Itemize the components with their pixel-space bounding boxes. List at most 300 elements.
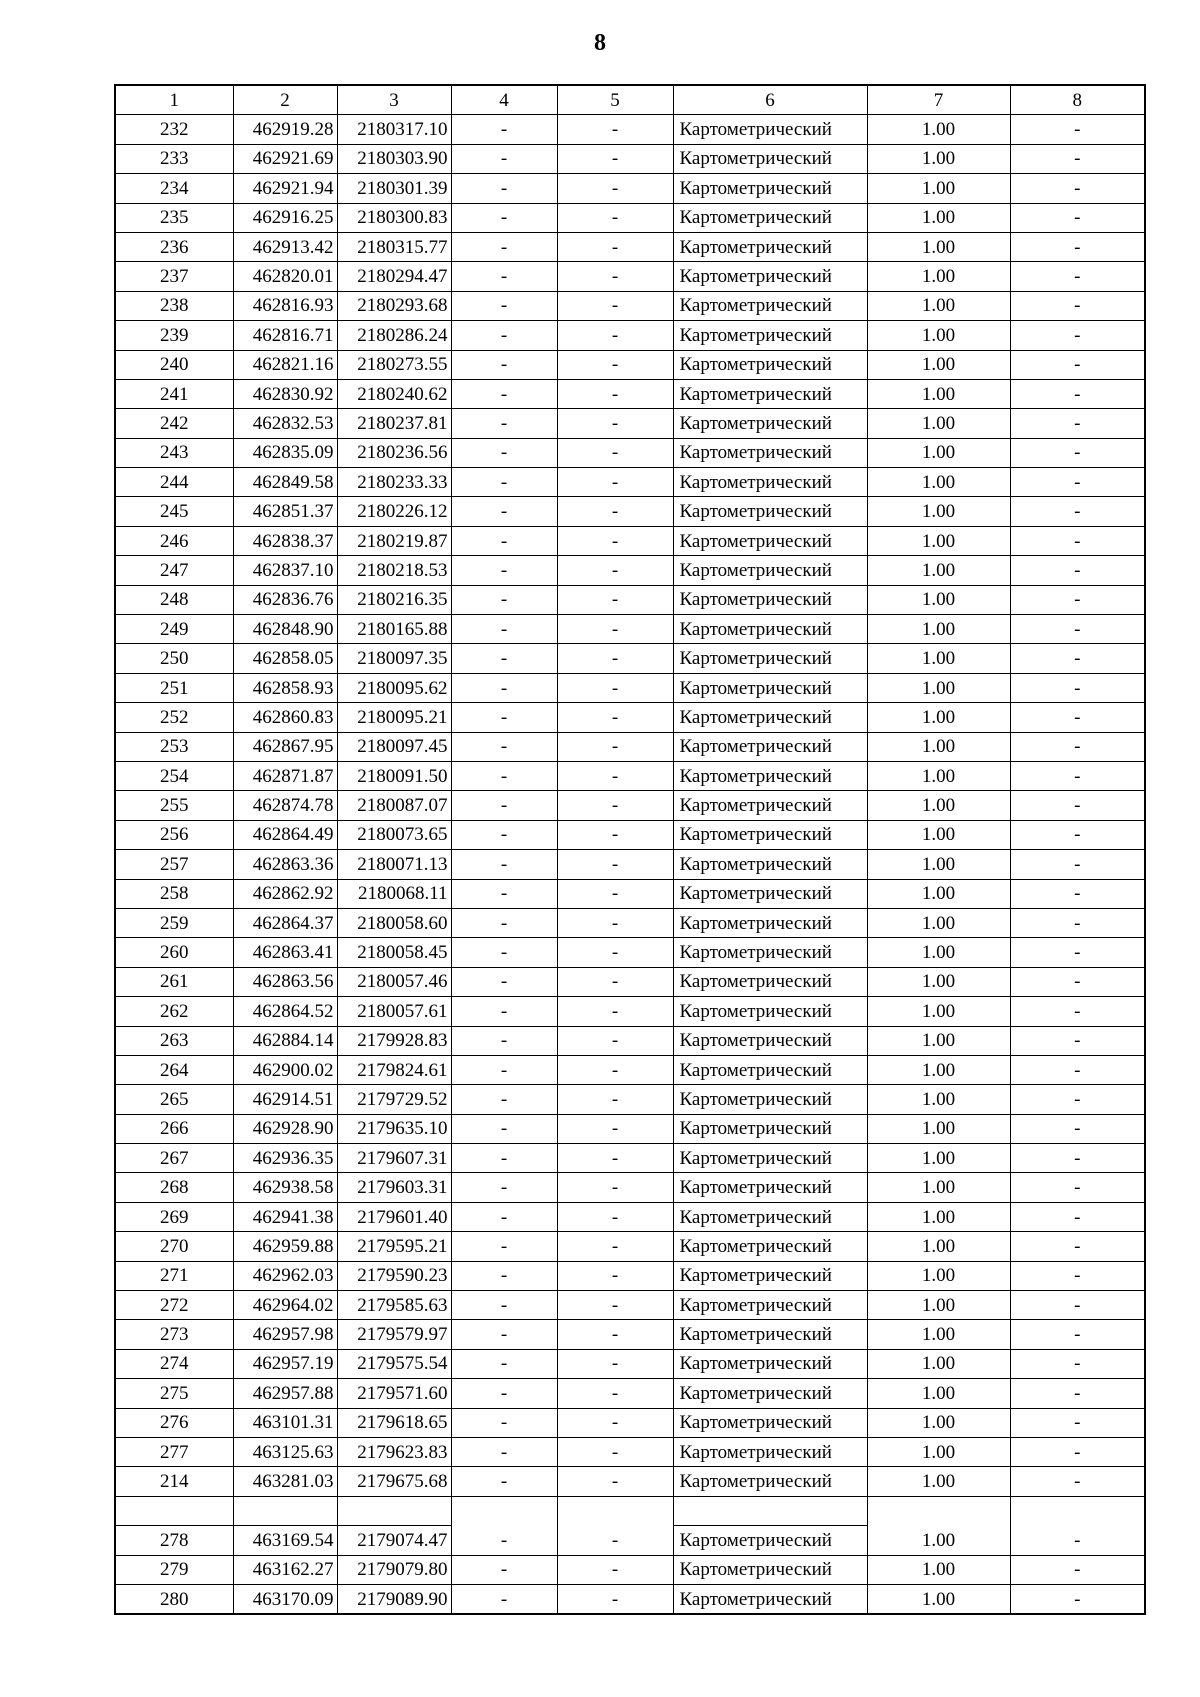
cell-x-coordinate: 462867.95 (233, 732, 337, 761)
cell-point-number: 236 (115, 232, 233, 261)
cell-col-5: - (557, 1437, 673, 1466)
cell-method: Картометрический (673, 1026, 867, 1055)
cell-y-coordinate: 2180095.62 (337, 673, 451, 702)
cell-x-coordinate: 463125.63 (233, 1437, 337, 1466)
cell-col-5: - (557, 997, 673, 1026)
cell-y-coordinate: 2179590.23 (337, 1261, 451, 1290)
cell-col-8: - (1010, 1467, 1145, 1496)
cell-col-4: - (451, 262, 557, 291)
cell-col-8: - (1010, 203, 1145, 232)
cell-col-4: - (451, 732, 557, 761)
cell-point-number: 273 (115, 1320, 233, 1349)
table-row (115, 1437, 1145, 1466)
table-row (115, 997, 1145, 1026)
cell-method: Картометрический (673, 850, 867, 879)
cell-accuracy: 1.00 (867, 997, 1010, 1026)
cell-col-5: - (557, 321, 673, 350)
cell-method: Картометрический (673, 1408, 867, 1437)
cell-method (673, 1496, 867, 1525)
cell-col-5: - (557, 732, 673, 761)
cell-col-8: - (1010, 938, 1145, 967)
cell-x-coordinate: 462864.49 (233, 820, 337, 849)
cell-x-coordinate: 462959.88 (233, 1232, 337, 1261)
cell-x-coordinate: 462914.51 (233, 1085, 337, 1114)
cell-method: Картометрический (673, 1349, 867, 1378)
cell-col-4: - (451, 1232, 557, 1261)
cell-method: Картометрический (673, 232, 867, 261)
cell-col-4: - (451, 144, 557, 173)
cell-y-coordinate: 2179729.52 (337, 1085, 451, 1114)
cell-col-8: - (1010, 468, 1145, 497)
cell-accuracy: 1.00 (867, 1114, 1010, 1143)
cell-col-5: - (557, 1379, 673, 1408)
cell-col-8: - (1010, 585, 1145, 614)
cell-method: Картометрический (673, 1202, 867, 1231)
cell-col-4: - (451, 673, 557, 702)
cell-col-5: - (557, 438, 673, 467)
cell-col-5: - (557, 791, 673, 820)
cell-point-number: 243 (115, 438, 233, 467)
cell-col-5: - (557, 1202, 673, 1231)
cell-col-4: - (451, 1202, 557, 1231)
cell-col-8: - (1010, 556, 1145, 585)
cell-col-4: - (451, 556, 557, 585)
cell-x-coordinate: 462835.09 (233, 438, 337, 467)
cell-method: Картометрический (673, 144, 867, 173)
table-row (115, 732, 1145, 761)
cell-point-number: 264 (115, 1055, 233, 1084)
cell-y-coordinate: 2180303.90 (337, 144, 451, 173)
cell-method: Картометрический (673, 615, 867, 644)
cell-col-5: - (557, 1291, 673, 1320)
table-row (115, 615, 1145, 644)
cell-col-5: - (557, 1467, 673, 1496)
cell-y-coordinate: 2179635.10 (337, 1114, 451, 1143)
column-header-7: 7 (867, 85, 1010, 115)
table-row (115, 409, 1145, 438)
cell-y-coordinate: 2180294.47 (337, 262, 451, 291)
cell-x-coordinate: 463281.03 (233, 1467, 337, 1496)
column-header-4: 4 (451, 85, 557, 115)
cell-col-4: - (451, 703, 557, 732)
cell-col-8: - (1010, 997, 1145, 1026)
cell-col-5: - (557, 879, 673, 908)
cell-col-8: - (1010, 526, 1145, 555)
cell-col-4: - (451, 321, 557, 350)
cell-col-8: - (1010, 409, 1145, 438)
cell-col-5: - (557, 1526, 673, 1555)
cell-col-5: - (557, 115, 673, 144)
table-row (115, 791, 1145, 820)
table-row (115, 1467, 1145, 1496)
cell-col-5: - (557, 526, 673, 555)
cell-accuracy: 1.00 (867, 556, 1010, 585)
table-row (115, 1555, 1145, 1584)
cell-point-number: 235 (115, 203, 233, 232)
cell-method: Картометрический (673, 409, 867, 438)
cell-method: Картометрический (673, 497, 867, 526)
cell-col-4: - (451, 115, 557, 144)
cell-y-coordinate: 2180237.81 (337, 409, 451, 438)
cell-accuracy: 1.00 (867, 938, 1010, 967)
cell-accuracy: 1.00 (867, 526, 1010, 555)
cell-col-5: - (557, 1349, 673, 1378)
column-header-6: 6 (673, 85, 867, 115)
cell-col-5: - (557, 938, 673, 967)
cell-col-4: - (451, 526, 557, 555)
coordinates-table (114, 84, 1146, 1615)
page-number: 8 (594, 30, 606, 56)
cell-y-coordinate: 2179575.54 (337, 1349, 451, 1378)
cell-col-8: - (1010, 1114, 1145, 1143)
cell-point-number: 249 (115, 615, 233, 644)
cell-col-4: - (451, 1437, 557, 1466)
cell-x-coordinate: 462863.36 (233, 850, 337, 879)
cell-col-4: - (451, 967, 557, 996)
cell-col-4: - (451, 585, 557, 614)
cell-col-4: - (451, 1349, 557, 1378)
table-row (115, 1584, 1145, 1614)
cell-accuracy: 1.00 (867, 1320, 1010, 1349)
cell-y-coordinate: 2179579.97 (337, 1320, 451, 1349)
table-row (115, 291, 1145, 320)
cell-x-coordinate: 462921.69 (233, 144, 337, 173)
cell-col-5: - (557, 1555, 673, 1584)
cell-y-coordinate: 2179089.90 (337, 1584, 451, 1614)
cell-accuracy: 1.00 (867, 1085, 1010, 1114)
cell-x-coordinate: 462837.10 (233, 556, 337, 585)
cell-x-coordinate: 462919.28 (233, 115, 337, 144)
cell-col-5: - (557, 1114, 673, 1143)
cell-y-coordinate: 2180216.35 (337, 585, 451, 614)
cell-point-number: 232 (115, 115, 233, 144)
cell-col-8: - (1010, 615, 1145, 644)
cell-x-coordinate: 463162.27 (233, 1555, 337, 1584)
cell-col-5: - (557, 1320, 673, 1349)
cell-method: Картометрический (673, 468, 867, 497)
cell-col-4: - (451, 379, 557, 408)
cell-x-coordinate: 462848.90 (233, 615, 337, 644)
cell-col-5: - (557, 908, 673, 937)
cell-point-number: 262 (115, 997, 233, 1026)
cell-y-coordinate: 2179595.21 (337, 1232, 451, 1261)
cell-col-8: - (1010, 1526, 1145, 1555)
cell-x-coordinate: 462962.03 (233, 1261, 337, 1290)
table-row (115, 644, 1145, 673)
cell-y-coordinate: 2180300.83 (337, 203, 451, 232)
column-header-2: 2 (233, 85, 337, 115)
cell-y-coordinate: 2180286.24 (337, 321, 451, 350)
table-row (115, 761, 1145, 790)
cell-col-5: - (557, 1173, 673, 1202)
table-row (115, 321, 1145, 350)
cell-col-4: - (451, 997, 557, 1026)
cell-col-4: - (451, 1173, 557, 1202)
cell-col-4: - (451, 497, 557, 526)
cell-col-4: - (451, 791, 557, 820)
cell-col-5: - (557, 1584, 673, 1614)
cell-y-coordinate: 2180315.77 (337, 232, 451, 261)
cell-accuracy: 1.00 (867, 291, 1010, 320)
cell-point-number: 258 (115, 879, 233, 908)
cell-col-8: - (1010, 144, 1145, 173)
table-row (115, 1114, 1145, 1143)
cell-y-coordinate: 2180219.87 (337, 526, 451, 555)
cell-x-coordinate: 462964.02 (233, 1291, 337, 1320)
cell-accuracy: 1.00 (867, 732, 1010, 761)
table-row (115, 497, 1145, 526)
cell-point-number: 276 (115, 1408, 233, 1437)
cell-y-coordinate: 2180165.88 (337, 615, 451, 644)
cell-col-5: - (557, 1026, 673, 1055)
table-row (115, 1026, 1145, 1055)
cell-method: Картометрический (673, 1055, 867, 1084)
cell-method: Картометрический (673, 791, 867, 820)
cell-x-coordinate: 462913.42 (233, 232, 337, 261)
cell-col-4: - (451, 468, 557, 497)
cell-x-coordinate: 462858.93 (233, 673, 337, 702)
cell-x-coordinate: 462862.92 (233, 879, 337, 908)
cell-y-coordinate: 2180233.33 (337, 468, 451, 497)
cell-method: Картометрический (673, 1379, 867, 1408)
cell-y-coordinate: 2180097.45 (337, 732, 451, 761)
cell-accuracy: 1.00 (867, 967, 1010, 996)
cell-point-number: 238 (115, 291, 233, 320)
cell-col-5: - (557, 409, 673, 438)
table-body (115, 85, 1145, 1614)
cell-y-coordinate: 2180236.56 (337, 438, 451, 467)
cell-accuracy: 1.00 (867, 321, 1010, 350)
cell-col-8: - (1010, 174, 1145, 203)
cell-point-number: 242 (115, 409, 233, 438)
cell-method: Картометрический (673, 379, 867, 408)
cell-x-coordinate: 462836.76 (233, 585, 337, 614)
cell-method: Картометрический (673, 1144, 867, 1173)
cell-x-coordinate: 462820.01 (233, 262, 337, 291)
cell-point-number: 253 (115, 732, 233, 761)
cell-point-number: 261 (115, 967, 233, 996)
cell-col-5: - (557, 144, 673, 173)
cell-x-coordinate: 462863.56 (233, 967, 337, 996)
table-row (115, 232, 1145, 261)
cell-col-5: - (557, 673, 673, 702)
cell-x-coordinate: 462900.02 (233, 1055, 337, 1084)
cell-y-coordinate: 2179603.31 (337, 1173, 451, 1202)
cell-col-8: - (1010, 967, 1145, 996)
cell-y-coordinate: 2179074.47 (337, 1526, 451, 1555)
table-row (115, 1261, 1145, 1290)
cell-col-5: - (557, 556, 673, 585)
cell-point-number: 259 (115, 908, 233, 937)
cell-y-coordinate: 2179079.80 (337, 1555, 451, 1584)
cell-col-5: - (557, 350, 673, 379)
cell-point-number: 255 (115, 791, 233, 820)
cell-accuracy: 1.00 (867, 1202, 1010, 1231)
cell-col-4: - (451, 1114, 557, 1143)
cell-col-8: - (1010, 703, 1145, 732)
cell-x-coordinate: 462863.41 (233, 938, 337, 967)
cell-accuracy: 1.00 (867, 497, 1010, 526)
cell-method: Картометрический (673, 585, 867, 614)
cell-point-number: 245 (115, 497, 233, 526)
cell-x-coordinate: 463170.09 (233, 1584, 337, 1614)
table-row (115, 556, 1145, 585)
cell-col-4: - (451, 1055, 557, 1084)
cell-point-number: 271 (115, 1261, 233, 1290)
table-row (115, 203, 1145, 232)
cell-accuracy: 1.00 (867, 1526, 1010, 1555)
cell-col-4: - (451, 850, 557, 879)
cell-point-number: 256 (115, 820, 233, 849)
cell-point-number: 244 (115, 468, 233, 497)
cell-y-coordinate: 2180097.35 (337, 644, 451, 673)
cell-accuracy: 1.00 (867, 1379, 1010, 1408)
cell-method: Картометрический (673, 1291, 867, 1320)
cell-col-8: - (1010, 1584, 1145, 1614)
cell-point-number: 250 (115, 644, 233, 673)
cell-col-8: - (1010, 1291, 1145, 1320)
cell-x-coordinate: 462936.35 (233, 1144, 337, 1173)
table-row (115, 438, 1145, 467)
cell-method: Картометрический (673, 1261, 867, 1290)
cell-y-coordinate: 2180218.53 (337, 556, 451, 585)
cell-col-5: - (557, 1144, 673, 1173)
cell-col-5: - (557, 967, 673, 996)
cell-accuracy: 1.00 (867, 379, 1010, 408)
cell-col-4: - (451, 1467, 557, 1496)
cell-col-8: - (1010, 1437, 1145, 1466)
cell-point-number: 247 (115, 556, 233, 585)
cell-method: Картометрический (673, 967, 867, 996)
cell-y-coordinate: 2179601.40 (337, 1202, 451, 1231)
cell-method: Картометрический (673, 997, 867, 1026)
cell-method: Картометрический (673, 820, 867, 849)
table-row (115, 1349, 1145, 1378)
cell-accuracy: 1.00 (867, 1055, 1010, 1084)
cell-col-4: - (451, 1555, 557, 1584)
cell-point-number: 260 (115, 938, 233, 967)
cell-x-coordinate: 462864.52 (233, 997, 337, 1026)
cell-col-8: - (1010, 732, 1145, 761)
table-row (115, 379, 1145, 408)
cell-point-number: 269 (115, 1202, 233, 1231)
cell-method: Картометрический (673, 174, 867, 203)
cell-point-number: 234 (115, 174, 233, 203)
table-row (115, 1379, 1145, 1408)
cell-y-coordinate: 2180240.62 (337, 379, 451, 408)
cell-x-coordinate: 462816.71 (233, 321, 337, 350)
cell-x-coordinate: 463169.54 (233, 1526, 337, 1555)
cell-y-coordinate: 2179571.60 (337, 1379, 451, 1408)
cell-col-8: - (1010, 1555, 1145, 1584)
cell-col-8: - (1010, 1379, 1145, 1408)
cell-accuracy: 1.00 (867, 761, 1010, 790)
cell-col-4: - (451, 1379, 557, 1408)
cell-col-8: - (1010, 379, 1145, 408)
cell-method: Картометрический (673, 1320, 867, 1349)
cell-accuracy: 1.00 (867, 879, 1010, 908)
cell-point-number: 248 (115, 585, 233, 614)
cell-x-coordinate: 462860.83 (233, 703, 337, 732)
cell-col-4: - (451, 438, 557, 467)
cell-y-coordinate: 2180226.12 (337, 497, 451, 526)
table-row (115, 468, 1145, 497)
cell-accuracy: 1.00 (867, 820, 1010, 849)
cell-col-8: - (1010, 820, 1145, 849)
cell-method: Картометрический (673, 115, 867, 144)
cell-x-coordinate: 462957.98 (233, 1320, 337, 1349)
cell-col-8: - (1010, 350, 1145, 379)
cell-y-coordinate: 2180058.45 (337, 938, 451, 967)
cell-x-coordinate: 462858.05 (233, 644, 337, 673)
cell-y-coordinate: 2180273.55 (337, 350, 451, 379)
cell-col-8: - (1010, 761, 1145, 790)
cell-accuracy: 1.00 (867, 203, 1010, 232)
cell-y-coordinate: 2179618.65 (337, 1408, 451, 1437)
cell-y-coordinate: 2180317.10 (337, 115, 451, 144)
cell-point-number: 214 (115, 1467, 233, 1496)
cell-col-4: - (451, 203, 557, 232)
cell-method: Картометрический (673, 761, 867, 790)
cell-col-5 (557, 1496, 673, 1525)
cell-accuracy: 1.00 (867, 1232, 1010, 1261)
cell-x-coordinate: 462941.38 (233, 1202, 337, 1231)
cell-method: Картометрический (673, 262, 867, 291)
cell-point-number: 274 (115, 1349, 233, 1378)
cell-method: Картометрический (673, 321, 867, 350)
cell-method: Картометрический (673, 1232, 867, 1261)
cell-col-5: - (557, 820, 673, 849)
cell-col-4: - (451, 291, 557, 320)
cell-x-coordinate: 462849.58 (233, 468, 337, 497)
cell-point-number: 241 (115, 379, 233, 408)
cell-y-coordinate: 2180071.13 (337, 850, 451, 879)
cell-accuracy: 1.00 (867, 262, 1010, 291)
cell-col-4: - (451, 1320, 557, 1349)
cell-col-8: - (1010, 1026, 1145, 1055)
cell-col-5: - (557, 497, 673, 526)
table-row (115, 938, 1145, 967)
cell-y-coordinate: 2180073.65 (337, 820, 451, 849)
cell-method: Картометрический (673, 908, 867, 937)
cell-col-5: - (557, 262, 673, 291)
table-row (115, 144, 1145, 173)
table-row (115, 908, 1145, 937)
column-header-8: 8 (1010, 85, 1145, 115)
column-header-5: 5 (557, 85, 673, 115)
cell-method: Картометрический (673, 556, 867, 585)
cell-x-coordinate: 463101.31 (233, 1408, 337, 1437)
cell-x-coordinate: 462938.58 (233, 1173, 337, 1202)
cell-method: Картометрический (673, 1526, 867, 1555)
table-row (115, 115, 1145, 144)
cell-point-number: 272 (115, 1291, 233, 1320)
cell-accuracy: 1.00 (867, 232, 1010, 261)
cell-point-number (115, 1496, 233, 1525)
table-row (115, 879, 1145, 908)
cell-col-4: - (451, 1526, 557, 1555)
blank-separator-row (115, 1496, 1145, 1525)
cell-col-5: - (557, 703, 673, 732)
cell-x-coordinate: 462830.92 (233, 379, 337, 408)
cell-col-8: - (1010, 291, 1145, 320)
cell-accuracy: 1.00 (867, 1408, 1010, 1437)
cell-y-coordinate: 2180095.21 (337, 703, 451, 732)
table-row (115, 350, 1145, 379)
cell-col-4: - (451, 350, 557, 379)
cell-col-8: - (1010, 1408, 1145, 1437)
cell-method: Картометрический (673, 1467, 867, 1496)
